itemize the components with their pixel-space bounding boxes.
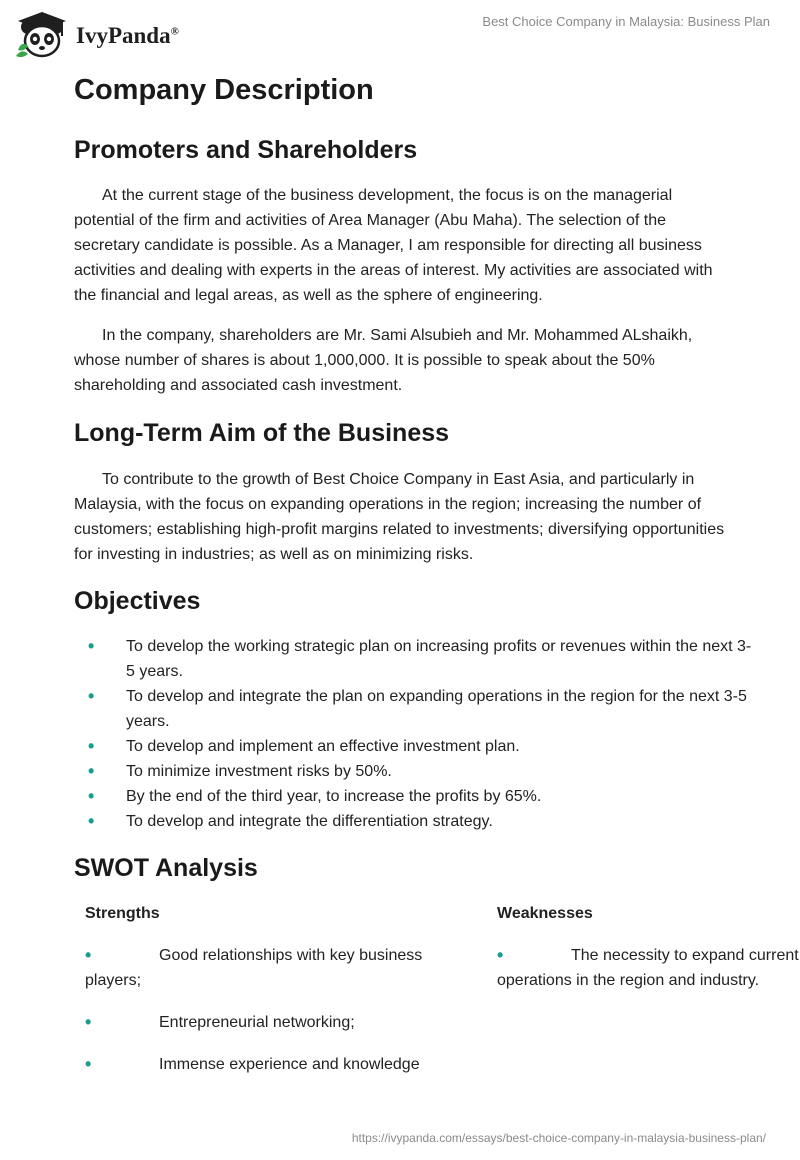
heading-swot: SWOT Analysis xyxy=(74,854,258,882)
strengths-label: Strengths xyxy=(85,905,160,922)
list-item: • Entrepreneurial networking; xyxy=(85,1010,445,1035)
objectives-list xyxy=(74,634,754,834)
brand-name: IvyPanda xyxy=(76,23,171,48)
brand-logo[interactable] xyxy=(14,10,179,58)
heading-objectives: Objectives xyxy=(74,587,201,615)
bullet-icon: • xyxy=(85,945,92,965)
bullet-icon: • xyxy=(88,636,95,656)
list-item: • The necessity to expand current operations in the region and industry. xyxy=(497,945,799,989)
swot-weaknesses xyxy=(497,905,800,993)
list-item: • By the end of the third year, to increase the profits by 65%. xyxy=(74,784,754,809)
paragraph-promoters-1: At the current stage of the business development, the focus is on the managerial potential of the firm and activities of Area Manager (Abu Maha). The selection of the secretary candidate is possible. As a Manager, I am responsible for directing all business activities and dealing with experts in the areas of interest. My activities are associated with the financial and legal areas, as well as the sphere of engineering. xyxy=(74,187,713,304)
weaknesses-label: Weaknesses xyxy=(497,905,593,922)
bullet-icon: • xyxy=(88,736,95,756)
page-header xyxy=(0,0,800,70)
list-item: • To minimize investment risks by 50%. xyxy=(74,759,754,784)
paragraph-long-term-aim: To contribute to the growth of Best Choice Company in East Asia, and particularly in Malaysia, with the focus on expanding operations in the region; increasing the number of customers; establishing high-profit margins related to investments; diversifying opportunities for investing in industries; as well as on minimizing risks. xyxy=(74,471,725,563)
document-title: Best Choice Company in Malaysia: Business Plan xyxy=(482,14,770,29)
page-title: Company Description xyxy=(74,74,374,106)
list-item: • To develop and integrate the plan on expanding operations in the region for the next 3-5 years. xyxy=(88,686,747,730)
bullet-icon: • xyxy=(88,786,95,806)
panda-logo-icon xyxy=(14,10,70,58)
heading-promoters: Promoters and Shareholders xyxy=(74,136,418,164)
paragraph-promoters-2: In the company, shareholders are Mr. Sami Alsubieh and Mr. Mohammed ALshaikh, whose number of shares is about 1,000,000. It is possible to speak about the 50% shareholding and associated cash investment. xyxy=(74,327,693,394)
bullet-icon: • xyxy=(85,1054,92,1074)
list-item: • To develop and integrate the differentiation strategy. xyxy=(74,809,754,834)
registered-mark: ® xyxy=(170,25,179,38)
bullet-icon: • xyxy=(88,811,95,831)
bullet-icon: • xyxy=(88,686,95,706)
heading-long-term-aim: Long-Term Aim of the Business xyxy=(74,419,450,447)
source-url-link[interactable]: https://ivypanda.com/essays/best-choice-company-in-malaysia-business-plan/ xyxy=(351,1131,766,1145)
bullet-icon: • xyxy=(497,945,504,965)
list-item: • To develop and implement an effective investment plan. xyxy=(74,734,754,759)
list-item: • Immense experience and knowledge xyxy=(85,1052,445,1077)
bullet-icon: • xyxy=(88,761,95,781)
list-item: • Good relationships with key business players; xyxy=(85,945,423,989)
list-item: • To develop the working strategic plan on increasing profits or revenues within the next 3-5 years. xyxy=(88,636,752,680)
swot-strengths xyxy=(85,905,445,1077)
bullet-icon: • xyxy=(85,1012,92,1032)
